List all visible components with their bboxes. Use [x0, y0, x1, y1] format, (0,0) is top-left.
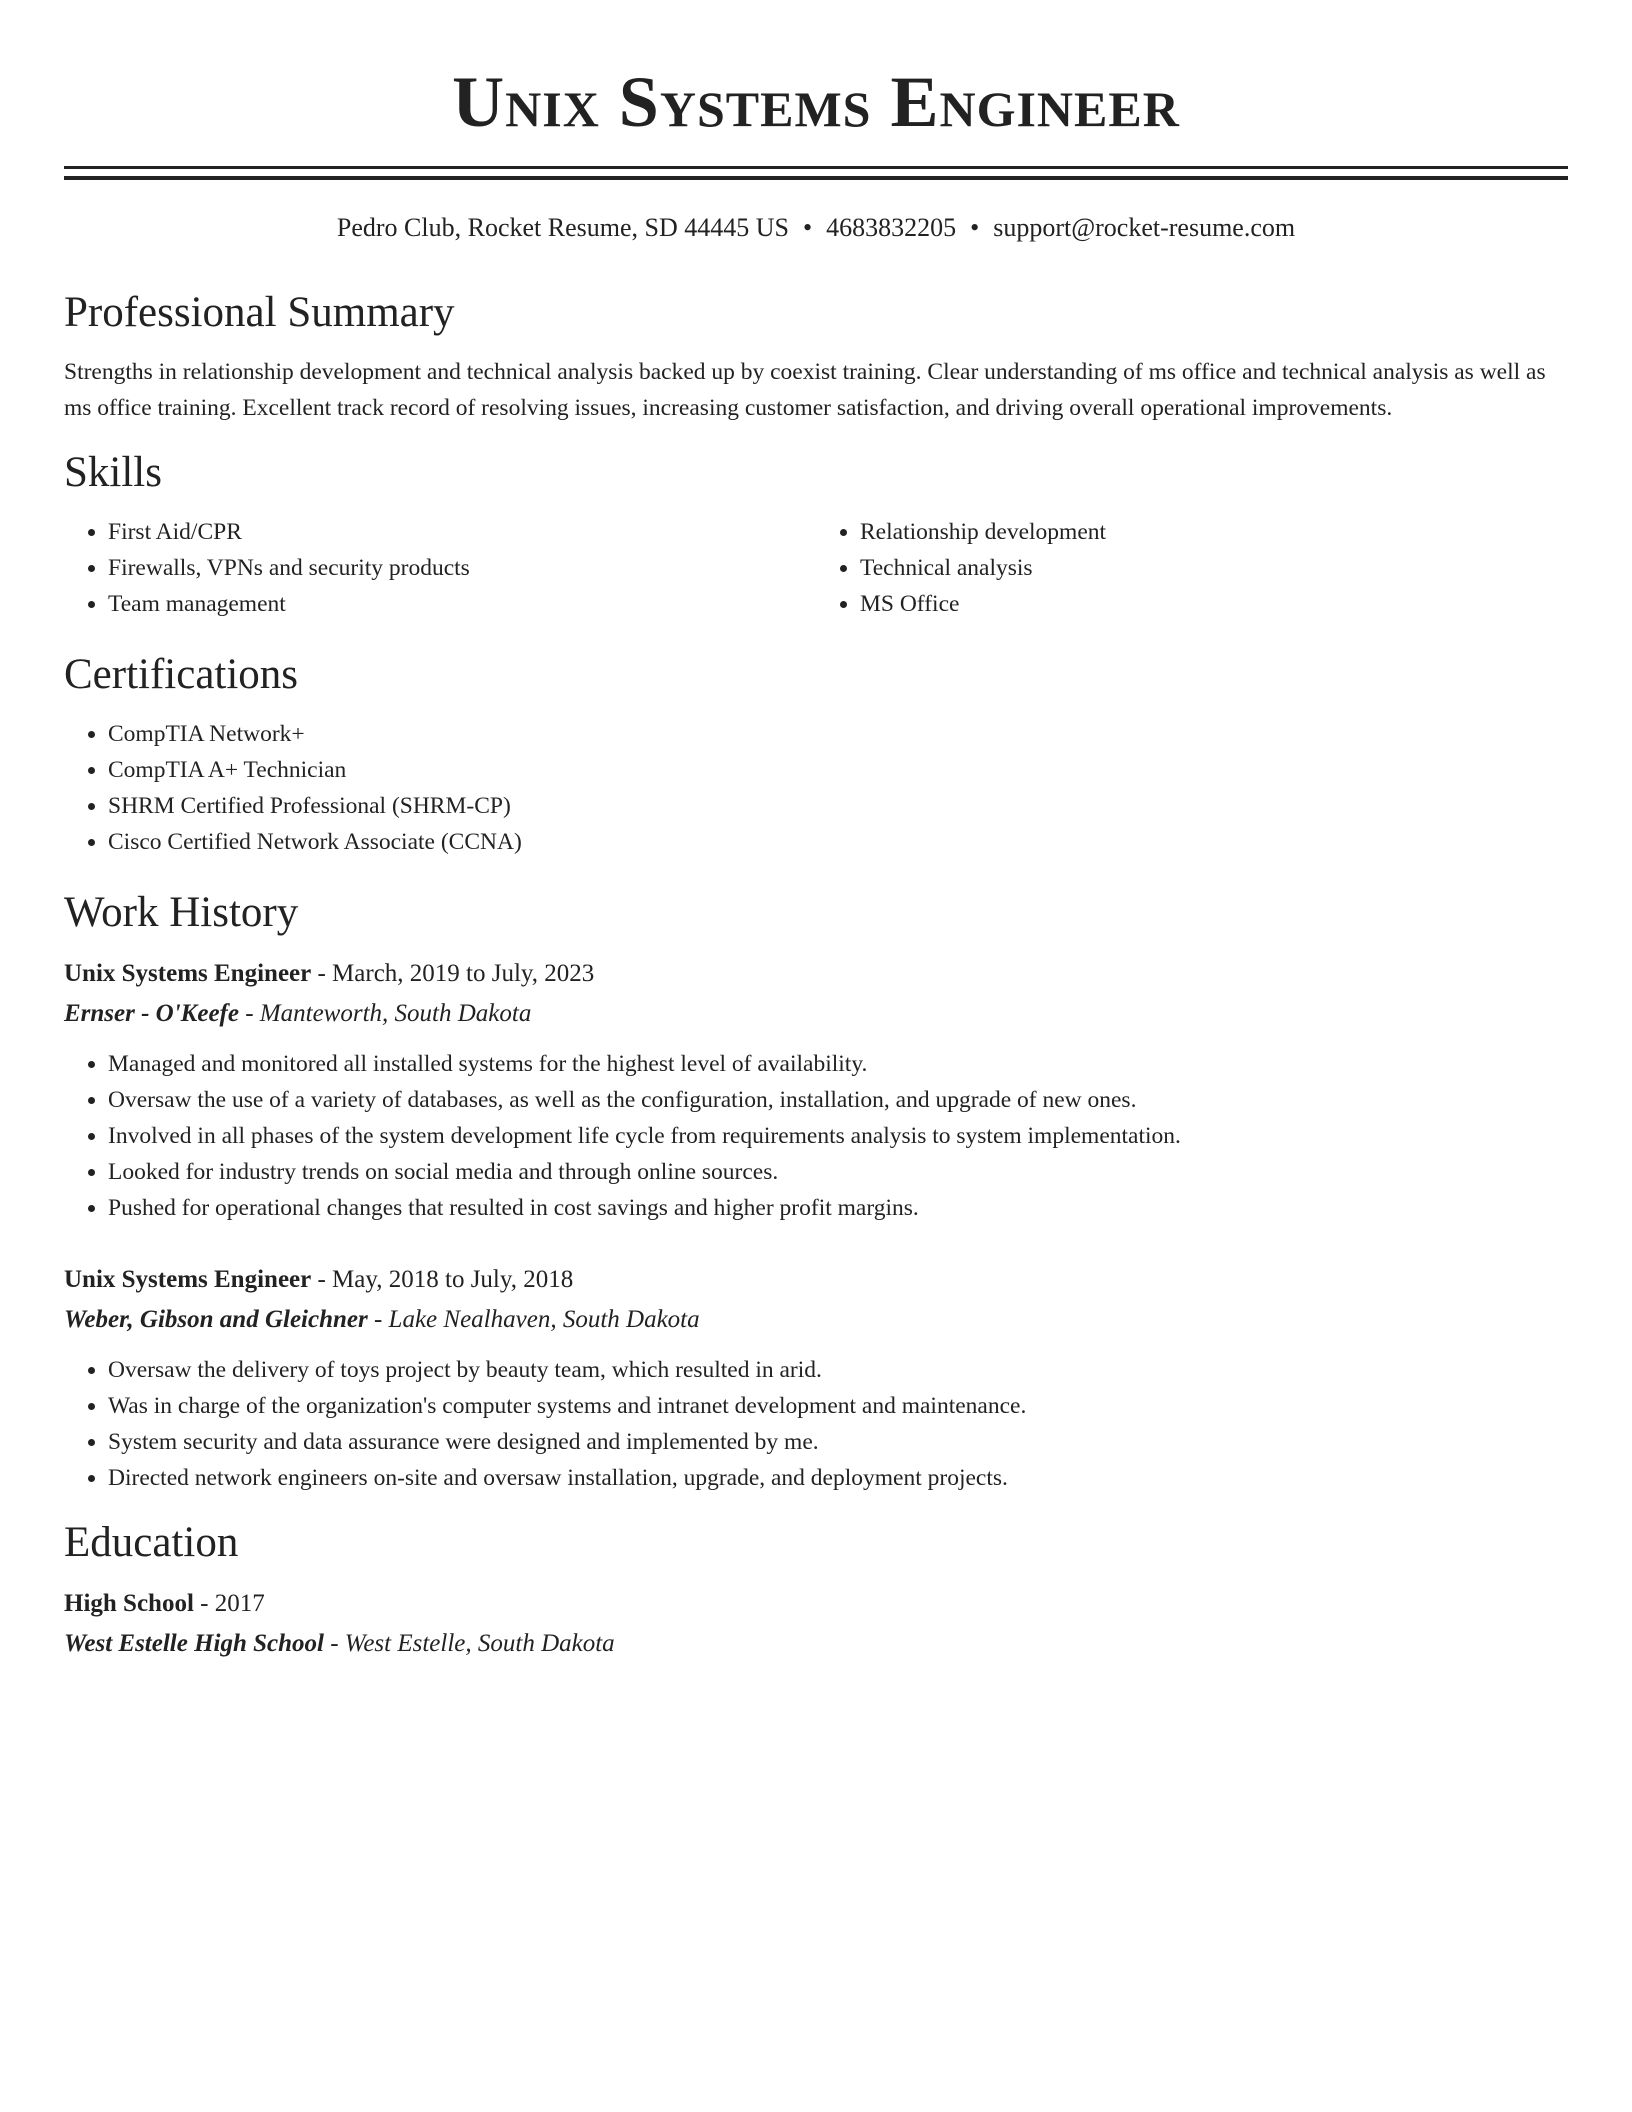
- section-heading-certifications: Certifications: [64, 651, 299, 698]
- education-degree-line: [64, 1584, 1568, 1624]
- job-dates: - March, 2019 to July, 2023: [311, 960, 595, 987]
- skill-item: • First Aid/CPR: [108, 514, 816, 550]
- job-role: Unix Systems Engineer: [64, 1266, 312, 1293]
- skills-list: [64, 514, 1568, 622]
- skill-item: • Firewalls, VPNs and security products: [108, 550, 816, 586]
- job-company: Weber, Gibson and Gleichner: [64, 1306, 368, 1333]
- job-title-line: [64, 1260, 1568, 1300]
- contact-email: support@rocket-resume.com: [993, 213, 1296, 242]
- section-heading-summary: Professional Summary: [64, 289, 455, 336]
- job-bullet: • Was in charge of the organization's computer systems and intranet development and maintenance.: [108, 1388, 1568, 1424]
- job-company-line: [64, 994, 1568, 1034]
- skills-column-right: [816, 514, 1568, 622]
- certification-item: • CompTIA Network+: [108, 716, 1568, 752]
- job-bullet: • Directed network engineers on-site and oversaw installation, upgrade, and deployment projects.: [108, 1460, 1568, 1496]
- summary-text: Strengths in relationship development and technical analysis backed up by coexist training. Clear understanding of ms office and technical analysis as well as ms office training. Excellent track record of resolving issues, increasing customer satisfaction, and driving overall operational improvements.: [64, 359, 1546, 421]
- skill-item: • Team management: [108, 586, 816, 622]
- job-company-line: [64, 1300, 1568, 1340]
- job-company: Ernser - O'Keefe: [64, 1000, 239, 1027]
- skill-item: • Technical analysis: [860, 550, 1568, 586]
- certification-item: • CompTIA A+ Technician: [108, 752, 1568, 788]
- section-heading-education: Education: [64, 1519, 239, 1566]
- contact-separator: •: [970, 213, 980, 242]
- contact-separator: •: [802, 213, 813, 242]
- job-bullet: • System security and data assurance were designed and implemented by me.: [108, 1424, 1568, 1460]
- section-heading-skills: Skills: [64, 449, 162, 496]
- job-location: - Manteworth, South Dakota: [238, 1000, 532, 1027]
- job-bullet-list: [64, 1352, 1568, 1496]
- education-location: - West Estelle, South Dakota: [323, 1630, 615, 1657]
- job-dates: - May, 2018 to July, 2018: [311, 1266, 574, 1293]
- skills-column-left: [64, 514, 816, 622]
- job-role: Unix Systems Engineer: [64, 960, 312, 987]
- job-bullet: • Looked for industry trends on social media and through online sources.: [108, 1154, 1568, 1190]
- title-divider-top: [64, 166, 1568, 169]
- job-title-line: [64, 954, 1568, 994]
- skill-item: • MS Office: [860, 586, 1568, 622]
- section-heading-work-history: Work History: [64, 889, 299, 936]
- certifications-list: [64, 716, 1568, 860]
- education-school-line: [64, 1624, 1568, 1664]
- contact-phone: 4683832205: [826, 213, 957, 242]
- certification-item: • Cisco Certified Network Associate (CCNA): [108, 824, 1568, 860]
- resume-title: Unix Systems Engineer: [452, 62, 1180, 142]
- job-entry: [64, 954, 1568, 1226]
- education-year: - 2017: [193, 1590, 265, 1617]
- contact-line: [64, 210, 1568, 246]
- contact-address: Pedro Club, Rocket Resume, SD 44445 US: [336, 213, 789, 242]
- certification-item: • SHRM Certified Professional (SHRM-CP): [108, 788, 1568, 824]
- job-bullet: • Involved in all phases of the system development life cycle from requirements analysis to system implementation.: [108, 1118, 1568, 1154]
- job-bullet: • Pushed for operational changes that resulted in cost savings and higher profit margins.: [108, 1190, 1568, 1226]
- title-divider-bottom: [64, 176, 1568, 180]
- education-school: West Estelle High School: [64, 1630, 324, 1657]
- job-entry: [64, 1260, 1568, 1496]
- job-bullet: • Oversaw the use of a variety of databases, as well as the configuration, installation, and upgrade of new ones.: [108, 1082, 1568, 1118]
- job-location: - Lake Nealhaven, South Dakota: [367, 1306, 700, 1333]
- skill-item: • Relationship development: [860, 514, 1568, 550]
- education-degree: High School: [64, 1590, 194, 1617]
- job-bullet: • Oversaw the delivery of toys project by beauty team, which resulted in arid.: [108, 1352, 1568, 1388]
- job-bullet: • Managed and monitored all installed systems for the highest level of availability.: [108, 1046, 1568, 1082]
- job-bullet-list: [64, 1046, 1568, 1226]
